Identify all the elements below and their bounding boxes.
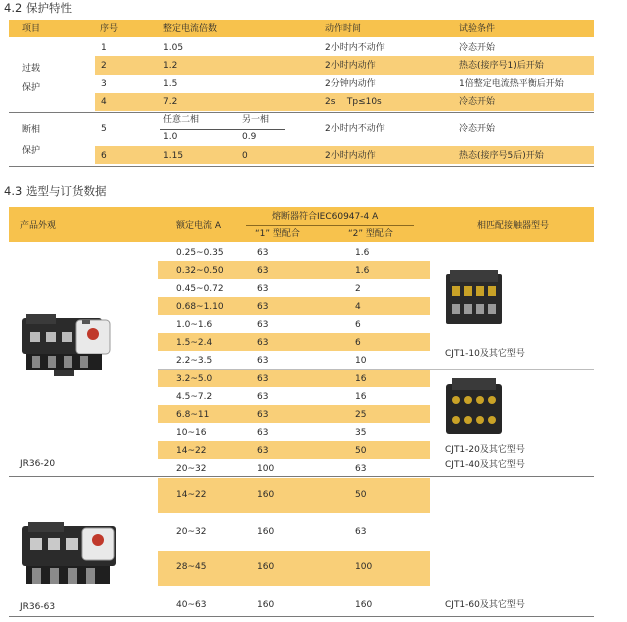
type2-value: 100 <box>355 562 373 572</box>
current-range: 1.0~1.6 <box>176 320 213 330</box>
row-no: 3 <box>101 79 107 89</box>
current-range: 4.5~7.2 <box>176 392 213 402</box>
type1-value: 63 <box>257 266 269 276</box>
type1-value: 160 <box>257 562 275 572</box>
type2-value: 4 <box>355 302 361 312</box>
header-bar <box>9 20 594 37</box>
row-no: 4 <box>101 97 107 107</box>
row-mult-b: 0.9 <box>242 132 257 142</box>
divider <box>9 112 594 113</box>
current-range: 20~32 <box>176 464 207 474</box>
row-mult-a: 1.15 <box>163 151 184 161</box>
row-mult-b: 0 <box>242 151 248 161</box>
group-divider <box>158 369 594 370</box>
row-mult: 1.2 <box>163 61 178 71</box>
group-phase-loss: 断相 <box>22 125 41 135</box>
current-range: 14~22 <box>176 446 207 456</box>
type2-value: 16 <box>355 374 367 384</box>
row-no: 1 <box>101 43 107 53</box>
type1-value: 63 <box>257 374 269 384</box>
row-mult: 1.05 <box>163 43 184 53</box>
current-range: 0.68~1.10 <box>176 302 224 312</box>
type2-value: 160 <box>355 600 373 610</box>
row-cond: 热态(接序号5后)开始 <box>459 151 544 161</box>
row-time: 2小时内动作 <box>325 61 376 71</box>
current-range: 0.32~0.50 <box>176 266 224 276</box>
type2-value: 63 <box>355 464 367 474</box>
header-fuse: 熔断器符合IEC60947-4 A <box>272 212 379 222</box>
type2-value: 35 <box>355 428 367 438</box>
current-range: 6.8~11 <box>176 410 210 420</box>
row-cond: 冷态开始 <box>459 97 496 107</box>
type2-value: 6 <box>355 338 361 348</box>
header-item: 项目 <box>22 24 41 34</box>
model-label: JR36-20 <box>20 459 56 469</box>
section-title-protection: 4.2 保护特性 <box>4 1 72 15</box>
contactor-cjt1-20-image <box>444 376 504 438</box>
type2-value: 10 <box>355 356 367 366</box>
row-mult: 1.5 <box>163 79 178 89</box>
type1-value: 100 <box>257 464 275 474</box>
type1-value: 63 <box>257 356 269 366</box>
type2-value: 1.6 <box>355 248 370 258</box>
row-time: 2分钟内动作 <box>325 79 376 89</box>
contactor-cjt1-10-image <box>444 268 504 328</box>
row-cond: 热态(接序号1)后开始 <box>459 61 544 71</box>
current-range: 28~45 <box>176 562 207 572</box>
group-phase-loss: 保护 <box>22 146 41 156</box>
current-range: 10~16 <box>176 428 207 438</box>
row-time: 2小时内不动作 <box>325 124 385 134</box>
current-range: 2.2~3.5 <box>176 356 213 366</box>
type1-value: 63 <box>257 446 269 456</box>
contactor-label: CJT1-60及其它型号 <box>445 600 525 610</box>
sub-header-other-phase: 另一相 <box>242 115 270 125</box>
type2-value: 6 <box>355 320 361 330</box>
type1-value: 63 <box>257 284 269 294</box>
row-mult-a: 1.0 <box>163 132 178 142</box>
row-time: 2小时内动作 <box>325 151 376 161</box>
section-title-selection: 4.3 选型与订货数据 <box>4 184 107 198</box>
row-mult: 7.2 <box>163 97 178 107</box>
model-label: JR36-63 <box>20 602 56 612</box>
row-cond: 1倍整定电流热平衡后开始 <box>459 79 564 89</box>
type2-value: 63 <box>355 527 367 537</box>
row-time: 2s Tp≤10s <box>325 97 382 107</box>
relay-jr36-63-image <box>18 520 120 592</box>
divider <box>9 166 594 167</box>
row-cond: 冷态开始 <box>459 43 496 53</box>
header-current: 额定电流 A <box>176 221 222 231</box>
group-overload: 保护 <box>22 83 41 93</box>
group-overload: 过载 <box>22 64 41 74</box>
sub-header-line <box>160 129 285 130</box>
row-no: 6 <box>101 151 107 161</box>
type1-value: 63 <box>257 392 269 402</box>
type1-value: 63 <box>257 428 269 438</box>
type1-value: 63 <box>257 410 269 420</box>
header-contactor: 相匹配接触器型号 <box>477 221 550 231</box>
contactor-label: CJT1-20及其它型号 <box>445 445 525 455</box>
type1-value: 160 <box>257 490 275 500</box>
divider <box>9 616 594 617</box>
header-time: 动作时间 <box>325 24 362 34</box>
relay-jr36-20-image <box>18 312 118 378</box>
header-multiple: 整定电流倍数 <box>163 24 218 34</box>
divider <box>9 476 594 477</box>
current-range: 0.25~0.35 <box>176 248 224 258</box>
type2-value: 1.6 <box>355 266 370 276</box>
type1-value: 63 <box>257 248 269 258</box>
type2-value: 2 <box>355 284 361 294</box>
header-fuse-line <box>246 225 414 226</box>
type1-value: 63 <box>257 338 269 348</box>
header-condition: 试验条件 <box>459 24 496 34</box>
row-no: 2 <box>101 61 107 71</box>
header-type1: “1” 型配合 <box>255 229 300 239</box>
row-cond: 冷态开始 <box>459 124 496 134</box>
type1-value: 160 <box>257 527 275 537</box>
type2-value: 50 <box>355 490 367 500</box>
current-range: 20~32 <box>176 527 207 537</box>
type1-value: 63 <box>257 320 269 330</box>
current-range: 1.5~2.4 <box>176 338 213 348</box>
header-appearance: 产品外观 <box>20 221 57 231</box>
contactor-label: CJT1-10及其它型号 <box>445 349 525 359</box>
sub-header-two-phase: 任意二相 <box>163 115 200 125</box>
header-type2: “2” 型配合 <box>348 229 393 239</box>
row-time: 2小时内不动作 <box>325 43 385 53</box>
current-range: 0.45~0.72 <box>176 284 224 294</box>
current-range: 3.2~5.0 <box>176 374 213 384</box>
header-no: 序号 <box>100 24 119 34</box>
type2-value: 16 <box>355 392 367 402</box>
row-no: 5 <box>101 124 107 134</box>
type1-value: 160 <box>257 600 275 610</box>
type2-value: 50 <box>355 446 367 456</box>
type2-value: 25 <box>355 410 367 420</box>
current-range: 40~63 <box>176 600 207 610</box>
current-range: 14~22 <box>176 490 207 500</box>
type1-value: 63 <box>257 302 269 312</box>
contactor-label: CJT1-40及其它型号 <box>445 460 525 470</box>
